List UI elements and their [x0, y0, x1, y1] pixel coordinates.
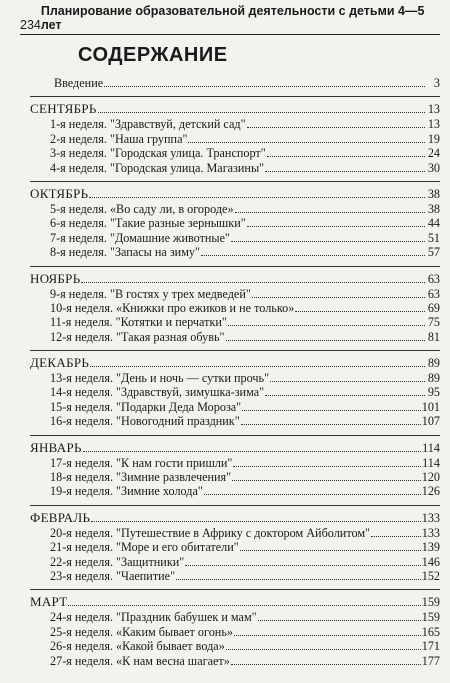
toc-week-entry[interactable]: [50, 287, 440, 301]
toc-entry-page: 120: [421, 470, 440, 485]
leader-dots: [228, 315, 425, 326]
toc-month-entry[interactable]: [30, 185, 440, 202]
toc-month-page: 13: [427, 102, 440, 117]
toc-entry-page: 38: [427, 201, 440, 216]
toc-week-entry[interactable]: [50, 216, 440, 230]
toc-week-entry[interactable]: [50, 540, 440, 554]
toc-week-entry[interactable]: [50, 117, 440, 131]
toc-month-page: 89: [427, 356, 440, 371]
leader-dots: [89, 187, 425, 198]
toc-entry-label: 7-я неделя. "Домашние животные": [50, 230, 231, 245]
leader-dots: [371, 526, 421, 537]
toc-month-page: 133: [421, 510, 440, 525]
toc-entry-page: 24: [427, 146, 440, 161]
toc-entry-label: 20-я неделя. "Путешествие в Африку с доктором Айболитом": [50, 525, 371, 540]
toc-entry-page: 107: [421, 414, 440, 429]
toc-month-label: ФЕВРАЛЬ: [30, 509, 91, 525]
leader-dots: [265, 161, 425, 172]
leader-dots: [90, 356, 425, 367]
leader-dots: [201, 245, 425, 256]
toc-entry-page: 44: [427, 216, 440, 231]
toc-month-entry[interactable]: [30, 593, 440, 610]
toc-section: [30, 181, 440, 260]
running-title: Планирование образовательной деятельности с детьми 4—5 лет: [40, 4, 425, 32]
toc-entry-label: 19-я неделя. "Зимние холода": [50, 484, 203, 499]
table-of-contents: [30, 76, 440, 674]
toc-entry-label: 17-я неделя. "К нам гости пришли": [50, 455, 233, 470]
leader-dots: [295, 301, 425, 312]
toc-section: [30, 589, 440, 668]
leader-dots: [234, 625, 421, 636]
toc-entry-page: 171: [421, 639, 440, 654]
toc-month-label: НОЯБРЬ: [30, 270, 81, 286]
toc-month-page: 38: [427, 186, 440, 201]
leader-dots: [235, 202, 425, 213]
toc-entry-page: 19: [427, 131, 440, 146]
toc-entry-label: 15-я неделя. "Подарки Деда Мороза": [50, 399, 242, 414]
toc-week-entry[interactable]: [50, 161, 440, 175]
leader-dots: [242, 400, 421, 411]
toc-month-entry[interactable]: [30, 509, 440, 526]
leader-dots: [247, 117, 425, 128]
leader-dots: [83, 441, 421, 452]
toc-week-entry[interactable]: [50, 385, 440, 399]
toc-week-entry[interactable]: [50, 245, 440, 259]
toc-entry-page: 126: [421, 484, 440, 499]
toc-entry-label: 1-я неделя. "Здравствуй, детский сад": [50, 117, 246, 132]
toc-entry-label: Введение: [54, 76, 104, 90]
toc-month-label: СЕНТЯБРЬ: [30, 101, 97, 117]
toc-week-entry[interactable]: [50, 654, 440, 668]
toc-entry-label: 24-я неделя. "Праздник бабушек и мам": [50, 610, 257, 625]
toc-entry-label: 13-я неделя. "День и ночь — сутки прочь": [50, 371, 270, 386]
leader-dots: [232, 470, 421, 481]
toc-week-entry[interactable]: [50, 231, 440, 245]
toc-section: [30, 350, 440, 429]
toc-week-entry[interactable]: [50, 456, 440, 470]
leader-dots: [241, 414, 421, 425]
toc-week-entry[interactable]: [50, 569, 440, 583]
toc-week-entry[interactable]: [50, 555, 440, 569]
leader-dots: [104, 76, 425, 87]
toc-entry-label: 12-я неделя. "Такая разная обувь": [50, 329, 225, 344]
toc-entry-label: 21-я неделя. "Море и его обитатели": [50, 540, 239, 555]
leader-dots: [226, 639, 421, 650]
toc-entry-label: 5-я неделя. «Во саду ли, в огороде»: [50, 201, 234, 216]
leader-dots: [233, 456, 421, 467]
toc-week-entry[interactable]: [50, 371, 440, 385]
toc-week-entry[interactable]: [50, 625, 440, 639]
toc-month-page: 114: [422, 440, 440, 455]
toc-week-entry[interactable]: [50, 400, 440, 414]
leader-dots: [231, 654, 421, 665]
toc-entry-label: 11-я неделя. "Котятки и перчатки": [50, 315, 227, 330]
toc-section: [30, 505, 440, 584]
toc-week-entry[interactable]: [50, 132, 440, 146]
toc-week-entry[interactable]: [50, 330, 440, 344]
leader-dots: [91, 511, 420, 522]
toc-week-entry[interactable]: [50, 610, 440, 624]
toc-month-page: 63: [427, 271, 440, 286]
leader-dots: [188, 132, 425, 143]
leader-dots: [252, 287, 425, 298]
toc-week-entry[interactable]: [50, 146, 440, 160]
running-header: [20, 4, 440, 35]
toc-month-page: 159: [421, 595, 440, 610]
toc-entry-label: 10-я неделя. «Книжки про ежиков и не только»: [50, 300, 295, 315]
leader-dots: [81, 272, 425, 283]
toc-entry-page: 159: [421, 610, 440, 625]
toc-entry-label: 8-я неделя. "Запасы на зиму": [50, 245, 200, 260]
leader-dots: [258, 610, 421, 621]
leader-dots: [68, 595, 420, 606]
leader-dots: [226, 330, 426, 341]
leader-dots: [231, 231, 425, 242]
page-title: СОДЕРЖАНИЕ: [78, 44, 228, 66]
toc-entry-page: 3: [433, 76, 440, 90]
page-number: 234: [20, 18, 41, 32]
toc-entry-label: 16-я неделя. "Новогодний праздник": [50, 414, 240, 429]
toc-week-entry[interactable]: [50, 526, 440, 540]
toc-entry-page: 89: [427, 371, 440, 386]
leader-dots: [204, 484, 421, 495]
leader-dots: [265, 385, 425, 396]
toc-entry-label: 26-я неделя. «Какой бывает вода»: [50, 639, 225, 654]
leader-dots: [267, 146, 425, 157]
toc-section: [30, 435, 440, 499]
toc-month-entry[interactable]: [30, 354, 440, 371]
toc-section: [30, 266, 440, 345]
toc-entry-label: 2-я неделя. "Наша группа": [50, 131, 188, 146]
toc-entry-label: 14-я неделя. "Здравствуй, зимушка-зима": [50, 385, 265, 400]
toc-week-entry[interactable]: [50, 202, 440, 216]
toc-entry-page: 114: [422, 455, 440, 470]
toc-entry-label: 4-я неделя. "Городская улица. Магазины": [50, 160, 265, 175]
toc-week-entry[interactable]: [50, 484, 440, 498]
toc-entry-page: 177: [421, 653, 440, 668]
toc-week-entry[interactable]: [50, 315, 440, 329]
toc-entry-page: 101: [421, 399, 440, 414]
toc-entry-label: 23-я неделя. "Чаепитие": [50, 568, 176, 583]
toc-month-entry[interactable]: [30, 270, 440, 287]
toc-entry-page: 69: [427, 300, 440, 315]
leader-dots: [270, 371, 425, 382]
toc-entry-page: 13: [427, 117, 440, 132]
toc-month-entry[interactable]: [30, 100, 440, 117]
toc-entry-page: 165: [421, 624, 440, 639]
leader-dots: [98, 102, 425, 113]
toc-week-entry[interactable]: [50, 301, 440, 315]
toc-entry-page: 81: [427, 329, 440, 344]
toc-sections: [30, 96, 440, 668]
toc-month-label: МАРТ: [30, 594, 68, 610]
toc-month-label: ДЕКАБРЬ: [30, 355, 90, 371]
toc-entry-page: 51: [427, 230, 440, 245]
leader-dots: [240, 540, 421, 551]
toc-entry-label: 9-я неделя. "В гостях у трех медведей": [50, 286, 251, 301]
toc-entry-page: 95: [427, 385, 440, 400]
leader-dots: [185, 555, 420, 566]
toc-entry-label: 22-я неделя. "Защитники": [50, 554, 185, 569]
toc-entry-label: 6-я неделя. "Такие разные зернышки": [50, 216, 246, 231]
toc-entry-label: 18-я неделя. "Зимние развлечения": [50, 470, 232, 485]
toc-entry-page: 139: [421, 540, 440, 555]
toc-entry-label: 27-я неделя. «К нам весна шагает»: [50, 653, 230, 668]
toc-entry-page: 30: [427, 160, 440, 175]
toc-entry-page: 63: [427, 286, 440, 301]
toc-section: [30, 96, 440, 175]
toc-entry-page: 146: [421, 554, 440, 569]
leader-dots: [176, 569, 421, 580]
toc-entry-intro[interactable]: [54, 76, 440, 90]
toc-entry-page: 75: [427, 315, 440, 330]
leader-dots: [247, 216, 425, 227]
toc-entry-page: 152: [421, 568, 440, 583]
toc-entry-label: 25-я неделя. «Каким бывает огонь»: [50, 624, 233, 639]
toc-entry-page: 133: [421, 525, 440, 540]
toc-week-entry[interactable]: [50, 470, 440, 484]
toc-week-entry[interactable]: [50, 414, 440, 428]
toc-month-label: ОКТЯБРЬ: [30, 185, 89, 201]
toc-month-entry[interactable]: [30, 439, 440, 456]
toc-entry-label: 3-я неделя. "Городская улица. Транспорт": [50, 146, 266, 161]
toc-entry-page: 57: [427, 245, 440, 260]
toc-week-entry[interactable]: [50, 639, 440, 653]
toc-month-label: ЯНВАРЬ: [30, 439, 82, 455]
